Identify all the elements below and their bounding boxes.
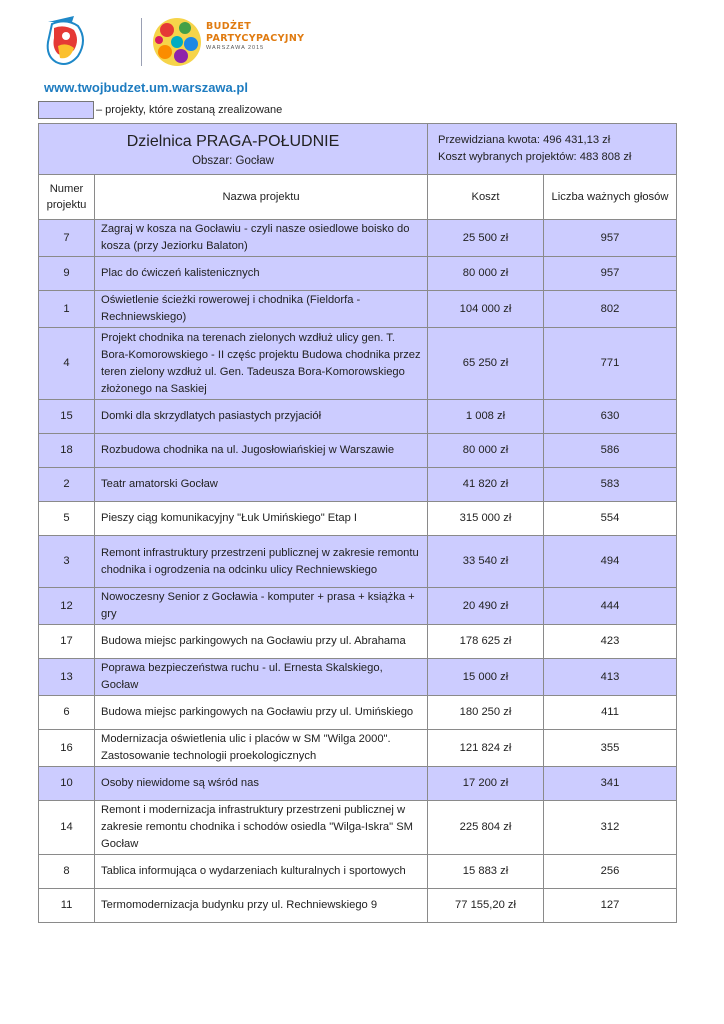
project-number-cell: 9 [39,257,95,291]
table-row [39,291,677,328]
project-number-cell: 5 [39,502,95,536]
project-cost-cell: 77 155,20 zł [428,889,544,923]
table-row [39,502,677,536]
budzet-line1: BUDŻET [206,21,252,32]
project-number-cell: 13 [39,659,95,696]
project-name-cell: Teatr amatorski Gocław [95,468,428,502]
project-cost-cell: 1 008 zł [428,400,544,434]
project-number-cell: 6 [39,696,95,730]
project-cost-cell: 15 883 zł [428,855,544,889]
table-row [39,328,677,400]
project-number-cell: 7 [39,220,95,257]
project-cost-cell: 180 250 zł [428,696,544,730]
project-name-cell: Projekt chodnika na terenach zielonych wzdłuż ulicy gen. T. Bora-Komorowskiego - II częśc projektu Budowa chodnika przez teren zielony wzdłuż ul. Gen. Tadeusza Bora-Komorowskiego złożonego na Saskiej [95,328,428,400]
district-name: Dzielnica PRAGA-POŁUDNIE [126,132,340,150]
project-votes-cell: 355 [544,730,677,767]
project-number-cell: 15 [39,400,95,434]
project-name-cell: Plac do ćwiczeń kalistenicznych [95,257,428,291]
table-row [39,625,677,659]
legend-swatch [38,101,94,119]
project-votes-cell: 802 [544,291,677,328]
project-votes-cell: 411 [544,696,677,730]
project-votes-cell: 957 [544,257,677,291]
budzet-wordmark [206,22,304,52]
project-number-cell: 12 [39,588,95,625]
project-rows [39,220,677,923]
amounts-cell [428,124,677,175]
project-name-cell: Tablica informująca o wydarzeniach kulturalnych i sportowych [95,855,428,889]
table-row [39,801,677,855]
project-votes-cell: 630 [544,400,677,434]
project-number-cell: 1 [39,291,95,328]
project-name-cell: Poprawa bezpieczeństwa ruchu - ul. Ernesta Skalskiego, Gocław [95,659,428,696]
project-name-cell: Remont infrastruktury przestrzeni publicznej w zakresie remontu chodnika i ogrodzenia na odcinku ulicy Rechniewskiego [95,536,428,588]
project-name-cell: Nowoczesny Senior z Gocławia - komputer + prasa + książka + gry [95,588,428,625]
project-name-cell: Budowa miejsc parkingowych na Gocławiu przy ul. Abrahama [95,625,428,659]
budzet-flower-icon [151,16,203,68]
project-cost-cell: 33 540 zł [428,536,544,588]
table-row [39,696,677,730]
district-area: Obszar: Gocław [192,154,274,167]
project-votes-cell: 256 [544,855,677,889]
project-votes-cell: 771 [544,328,677,400]
website-url[interactable]: www.twojbudzet.um.warszawa.pl [44,80,248,95]
project-cost-cell: 15 000 zł [428,659,544,696]
project-votes-cell: 444 [544,588,677,625]
project-cost-cell: 41 820 zł [428,468,544,502]
project-number-cell: 8 [39,855,95,889]
table-row [39,588,677,625]
budzet-line3: WARSZAWA 2015 [206,45,265,51]
project-cost-cell: 65 250 zł [428,328,544,400]
selected-cost: Koszt wybranych projektów: 483 808 zł [438,151,632,163]
project-number-cell: 3 [39,536,95,588]
table-row [39,220,677,257]
table-row [39,730,677,767]
project-name-cell: Domki dla skrzydlatych pasiastych przyjaciół [95,400,428,434]
project-number-cell: 10 [39,767,95,801]
project-number-cell: 16 [39,730,95,767]
project-votes-cell: 127 [544,889,677,923]
project-number-cell: 17 [39,625,95,659]
project-name-cell: Remont i modernizacja infrastruktury przestrzeni publicznej w zakresie remontu chodnika i schodów osiedla "Wilga-Iskra" SM Gocław [95,801,428,855]
project-number-cell: 14 [39,801,95,855]
project-votes-cell: 586 [544,434,677,468]
glosuj-logo-icon [44,16,90,70]
project-number-cell: 4 [39,328,95,400]
table-row [39,257,677,291]
logo-divider [141,18,142,66]
project-name-cell: Modernizacja oświetlenia ulic i placów w SM "Wilga 2000". Zastosowanie technologii proekologicznych [95,730,428,767]
project-number-cell: 2 [39,468,95,502]
district-cell [39,124,428,175]
project-name-cell: Oświetlenie ścieżki rowerowej i chodnika (Fieldorfa - Rechniewskiego) [95,291,428,328]
project-votes-cell: 341 [544,767,677,801]
project-votes-cell: 423 [544,625,677,659]
project-name-cell: Zagraj w kosza na Gocławiu - czyli nasze osiedlowe boisko do kosza (przy Jeziorku Balaton) [95,220,428,257]
project-cost-cell: 178 625 zł [428,625,544,659]
project-cost-cell: 104 000 zł [428,291,544,328]
project-votes-cell: 957 [544,220,677,257]
table-row [39,659,677,696]
project-cost-cell: 25 500 zł [428,220,544,257]
project-cost-cell: 315 000 zł [428,502,544,536]
legend-text: – projekty, które zostaną zrealizowane [96,104,283,116]
table-row [39,855,677,889]
project-cost-cell: 121 824 zł [428,730,544,767]
project-votes-cell: 494 [544,536,677,588]
project-name-cell: Pieszy ciąg komunikacyjny "Łuk Umińskiego" Etap I [95,502,428,536]
project-votes-cell: 583 [544,468,677,502]
project-votes-cell: 312 [544,801,677,855]
projects-table [38,123,677,923]
project-cost-cell: 20 490 zł [428,588,544,625]
project-cost-cell: 80 000 zł [428,434,544,468]
column-header-row [39,175,677,220]
project-name-cell: Termomodernizacja budynku przy ul. Rechniewskiego 9 [95,889,428,923]
table-row [39,434,677,468]
project-name-cell: Rozbudowa chodnika na ul. Jugosłowiańskiej w Warszawie [95,434,428,468]
table-row [39,889,677,923]
col-number-header: Numer projektu [39,175,95,220]
project-number-cell: 11 [39,889,95,923]
project-cost-cell: 17 200 zł [428,767,544,801]
header-logos [44,14,305,70]
col-name-header: Nazwa projektu [95,175,428,220]
project-cost-cell: 80 000 zł [428,257,544,291]
district-header-row [39,124,677,175]
project-cost-cell: 225 804 zł [428,801,544,855]
project-name-cell: Budowa miejsc parkingowych na Gocławiu przy ul. Umińskiego [95,696,428,730]
project-votes-cell: 554 [544,502,677,536]
legend [38,101,282,119]
col-votes-header: Liczba ważnych głosów [544,175,677,220]
table-row [39,536,677,588]
project-votes-cell: 413 [544,659,677,696]
project-number-cell: 18 [39,434,95,468]
project-name-cell: Osoby niewidome są wśród nas [95,767,428,801]
planned-amount: Przewidziana kwota: 496 431,13 zł [438,134,611,146]
table-row [39,767,677,801]
budzet-line2: PARTYCYPACYJNY [206,32,305,44]
col-cost-header: Koszt [428,175,544,220]
table-row [39,400,677,434]
table-row [39,468,677,502]
